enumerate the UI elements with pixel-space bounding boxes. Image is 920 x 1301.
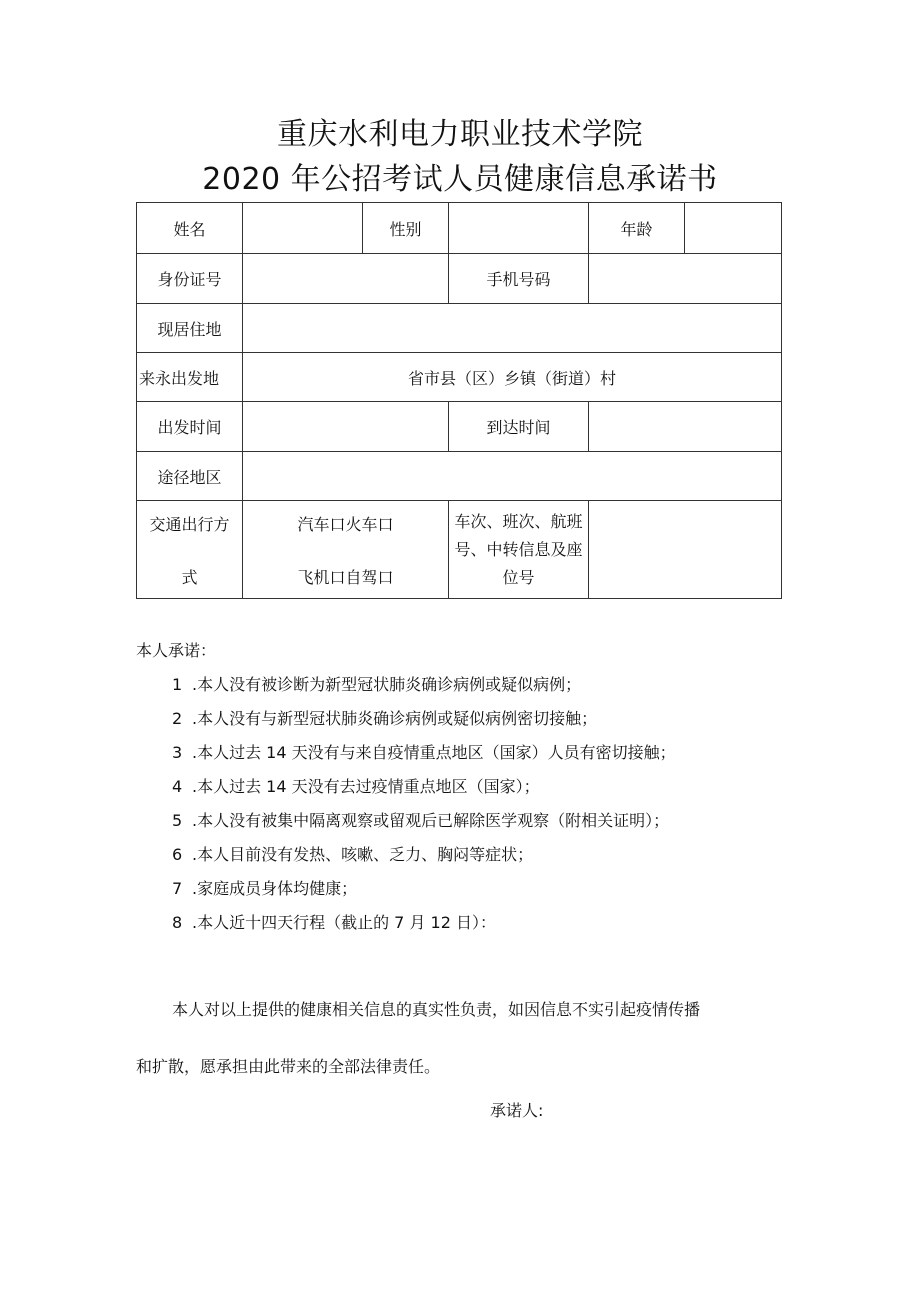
transport-options-car-train[interactable]: 汽车口火车口: [297, 515, 394, 534]
phone-field[interactable]: [589, 254, 781, 304]
arrive-time-label: 到达时间: [449, 402, 589, 452]
pledge-section: [136, 634, 676, 940]
pledge-item-text: .本人过去 14 天没有与来自疫情重点地区（国家）人员有密切接触；: [192, 743, 676, 762]
declaration-line-1: 本人对以上提供的健康相关信息的真实性负责，如因信息不实引起疫情传播: [172, 1000, 701, 1019]
pledge-item: [172, 736, 676, 770]
pledge-item-number: 1: [172, 675, 183, 694]
pledge-list: [136, 668, 676, 940]
pledge-item-text: .本人目前没有发热、咳嗽、乏力、胸闷等症状；: [192, 845, 534, 864]
pledge-item-number: 5: [172, 811, 183, 830]
health-info-form: [136, 202, 782, 599]
name-label: 姓名: [137, 203, 243, 254]
name-field[interactable]: [243, 203, 363, 254]
trip-info-label-line1: 车次、班次、航班: [454, 511, 583, 531]
trip-info-field[interactable]: [589, 501, 781, 598]
document-title: 重庆水利电力职业技术学院: [277, 117, 643, 152]
pledge-item: [172, 872, 676, 906]
declaration-line-2: 和扩散，愿承担由此带来的全部法律责任。: [136, 1057, 441, 1076]
pledge-item-text: .家庭成员身体均健康；: [192, 879, 358, 898]
route-label: 途径地区: [137, 452, 243, 501]
trip-info-label: [449, 501, 589, 598]
pledge-item-number: 8: [172, 913, 183, 932]
pledge-intro: 本人承诺：: [136, 641, 217, 660]
pledge-item-number: 3: [172, 743, 183, 762]
transport-label-line1: 交通出行方: [149, 515, 230, 534]
pledge-item: [172, 668, 676, 702]
arrive-time-field[interactable]: [589, 402, 781, 452]
pledge-item-number: 2: [172, 709, 183, 728]
id-label: 身份证号: [137, 254, 243, 304]
residence-label: 现居住地: [137, 304, 243, 353]
pledge-item-text: .本人没有被诊断为新型冠状肺炎确诊病例或疑似病例；: [192, 675, 582, 694]
signer-label: 承诺人:: [490, 1101, 544, 1120]
route-field[interactable]: [243, 452, 781, 501]
transport-options[interactable]: [243, 501, 449, 598]
origin-field[interactable]: 省市县（区）乡镇（街道）村: [243, 353, 781, 402]
document-subtitle: 2020 年公招考试人员健康信息承诺书: [202, 162, 718, 197]
pledge-item-text: .本人没有被集中隔离观察或留观后已解除医学观察（附相关证明）；: [192, 811, 670, 830]
pledge-item-number: 7: [172, 879, 183, 898]
transport-options-plane-self[interactable]: 飞机口自驾口: [297, 568, 394, 587]
pledge-item: [172, 804, 676, 838]
origin-label: 来永出发地: [137, 353, 243, 402]
phone-label: 手机号码: [449, 254, 589, 304]
residence-field[interactable]: [243, 304, 781, 353]
pledge-item-number: 4: [172, 777, 183, 796]
age-label: 年龄: [589, 203, 685, 254]
pledge-item-number: 6: [172, 845, 183, 864]
depart-time-label: 出发时间: [137, 402, 243, 452]
pledge-item: [172, 838, 676, 872]
gender-label: 性别: [363, 203, 449, 254]
pledge-item: [172, 906, 676, 940]
pledge-item: [172, 702, 676, 736]
trip-info-label-line3: 位号: [502, 567, 535, 587]
id-field[interactable]: [243, 254, 449, 304]
pledge-item-text: .本人没有与新型冠状肺炎确诊病例或疑似病例密切接触；: [192, 709, 598, 728]
transport-label-line2: 式: [181, 568, 198, 587]
age-field[interactable]: [685, 203, 781, 254]
pledge-item: [172, 770, 676, 804]
depart-time-field[interactable]: [243, 402, 449, 452]
pledge-item-text: .本人近十四天行程（截止的 7 月 12 日）：: [192, 913, 496, 932]
transport-label: [137, 501, 243, 598]
trip-info-label-line2: 号、中转信息及座: [454, 539, 583, 559]
gender-field[interactable]: [449, 203, 589, 254]
pledge-item-text: .本人过去 14 天没有去过疫情重点地区（国家）；: [192, 777, 540, 796]
